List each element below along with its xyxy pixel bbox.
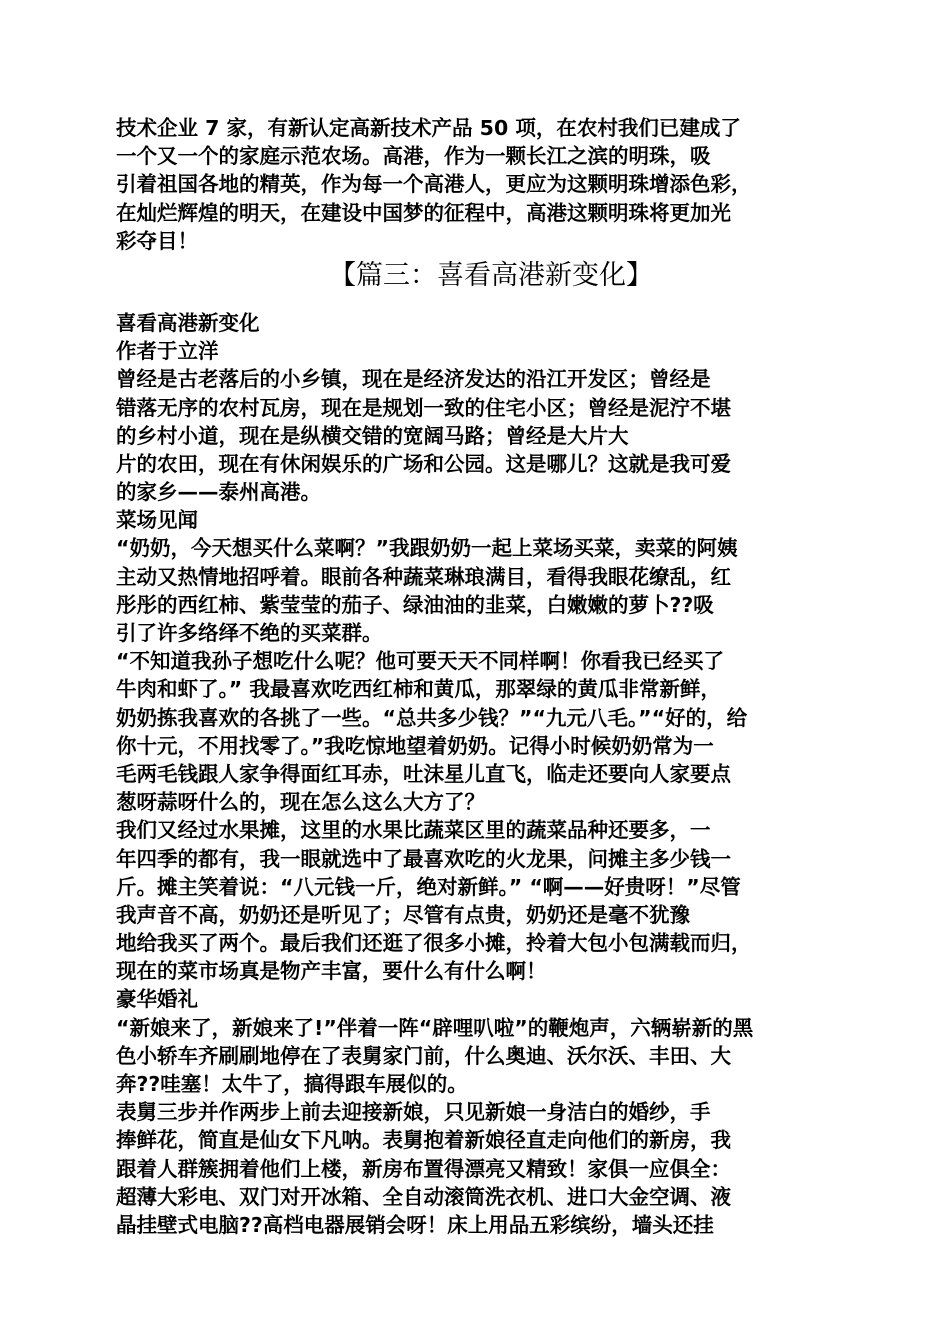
- article-author: 作者于立洋: [116, 339, 219, 364]
- text-line: 葱呀蒜呀什么的，现在怎么这么大方了？: [116, 790, 485, 815]
- article-title: 喜看高港新变化: [116, 310, 260, 335]
- text-line: 年四季的都有，我一眼就选中了最喜欢吃的火龙果，问摊主多少钱一: [116, 846, 731, 871]
- text-line: 曾经是古老落后的小乡镇，现在是经济发达的沿江开发区；曾经是: [116, 367, 711, 392]
- text-line: 牛肉和虾了。” 我最喜欢吃西红柿和黄瓜，那翠绿的黄瓜非常新鲜，: [116, 677, 721, 702]
- text-line: 现在的菜市场真是物产丰富，要什么有什么啊！: [116, 959, 547, 984]
- text-line: 色小轿车齐刷刷地停在了表舅家门前，什么奥迪、沃尔沃、丰田、大: [116, 1043, 731, 1068]
- text-line: 技术企业 7 家，有新认定高新技术产品 50 项，在农村我们已建成了: [116, 116, 741, 140]
- text-line: 超薄大彩电、双门对开冰箱、全自动滚筒洗衣机、进口大金空调、液: [116, 1184, 731, 1209]
- text-line: 引了许多络绎不绝的买菜群。: [116, 621, 383, 645]
- subheading-wedding: 豪华婚礼: [116, 987, 198, 1012]
- text-line: 我声音不高，奶奶还是听见了；尽管有点贵，奶奶还是毫不犹豫: [116, 902, 690, 927]
- text-line: 一个又一个的家庭示范农场。高港，作为一颗长江之滨的明珠，吸: [116, 144, 711, 169]
- text-line: 片的农田，现在有休闲娱乐的广场和公园。这是哪儿？这就是我可爱: [116, 451, 731, 476]
- text-line: 捧鲜花，简直是仙女下凡呐。表舅抱着新娘径直走向他们的新房，我: [116, 1128, 731, 1153]
- text-line: 彩夺目！: [116, 228, 198, 253]
- document-content: [116, 114, 856, 1239]
- text-line: 彤彤的西红柿、紫莹莹的茄子、绿油油的韭菜，白嫩嫩的萝卜??吸: [116, 592, 714, 617]
- text-line: 你十元，不用找零了。”我吃惊地望着奶奶。记得小时候奶奶常为一: [116, 733, 714, 758]
- text-line: 错落无序的农村瓦房，现在是规划一致的住宅小区；曾经是泥泞不堪: [116, 395, 731, 420]
- text-line: 地给我买了两个。最后我们还逛了很多小摊，拎着大包小包满载而归，: [116, 931, 752, 956]
- text-line: 的乡村小道，现在是纵横交错的宽阔马路；曾经是大片大: [116, 423, 629, 448]
- article-body: [116, 309, 856, 1239]
- text-line: 引着祖国各地的精英，作为每一个高港人，更应为这颗明珠增添色彩，: [116, 172, 752, 197]
- text-line: 主动又热情地招呼着。眼前各种蔬菜琳琅满目，看得我眼花缭乱，红: [116, 564, 731, 589]
- section-title: 【篇三：喜看高港新变化】: [329, 259, 653, 291]
- text-line: 我们又经过水果摊，这里的水果比蔬菜区里的蔬菜品种还要多，一: [116, 818, 711, 843]
- text-line: 在灿烂辉煌的明天，在建设中国梦的征程中，高港这颗明珠将更加光: [116, 200, 731, 225]
- text-line: “不知道我孙子想吃什么呢？他可要天天不同样啊！你看我已经买了: [116, 649, 724, 674]
- text-line: 的家乡——泰州高港。: [116, 480, 321, 505]
- text-line: “新娘来了，新娘来了!”伴着一阵“辟哩叭啦”的鞭炮声，六辆崭新的黑: [116, 1015, 754, 1040]
- text-line: 晶挂壁式电脑??高档电器展销会呀！床上用品五彩缤纷，墙头还挂: [116, 1212, 714, 1237]
- text-line: 毛两毛钱跟人家争得面红耳赤，吐沫星儿直飞，临走还要向人家要点: [116, 761, 731, 786]
- text-line: 奔??哇塞！太牛了，搞得跟车展似的。: [116, 1072, 468, 1096]
- text-line: 跟着人群簇拥着他们上楼，新房布置得漂亮又精致！家俱一应俱全：: [116, 1156, 731, 1181]
- text-line: 奶奶拣我喜欢的各挑了一些。“总共多少钱？”“九元八毛。”“好的，给: [116, 705, 748, 730]
- subheading-market: 菜场见闻: [116, 508, 198, 533]
- text-line: “奶奶，今天想买什么菜啊？”我跟奶奶一起上菜场买菜，卖菜的阿姨: [116, 536, 738, 561]
- intro-paragraph: [116, 114, 856, 255]
- text-line: 表舅三步并作两步上前去迎接新娘，只见新娘一身洁白的婚纱，手: [116, 1100, 711, 1125]
- text-line: 斤。摊主笑着说：“八元钱一斤，绝对新鲜。” “啊——好贵呀！”尽管: [116, 874, 741, 899]
